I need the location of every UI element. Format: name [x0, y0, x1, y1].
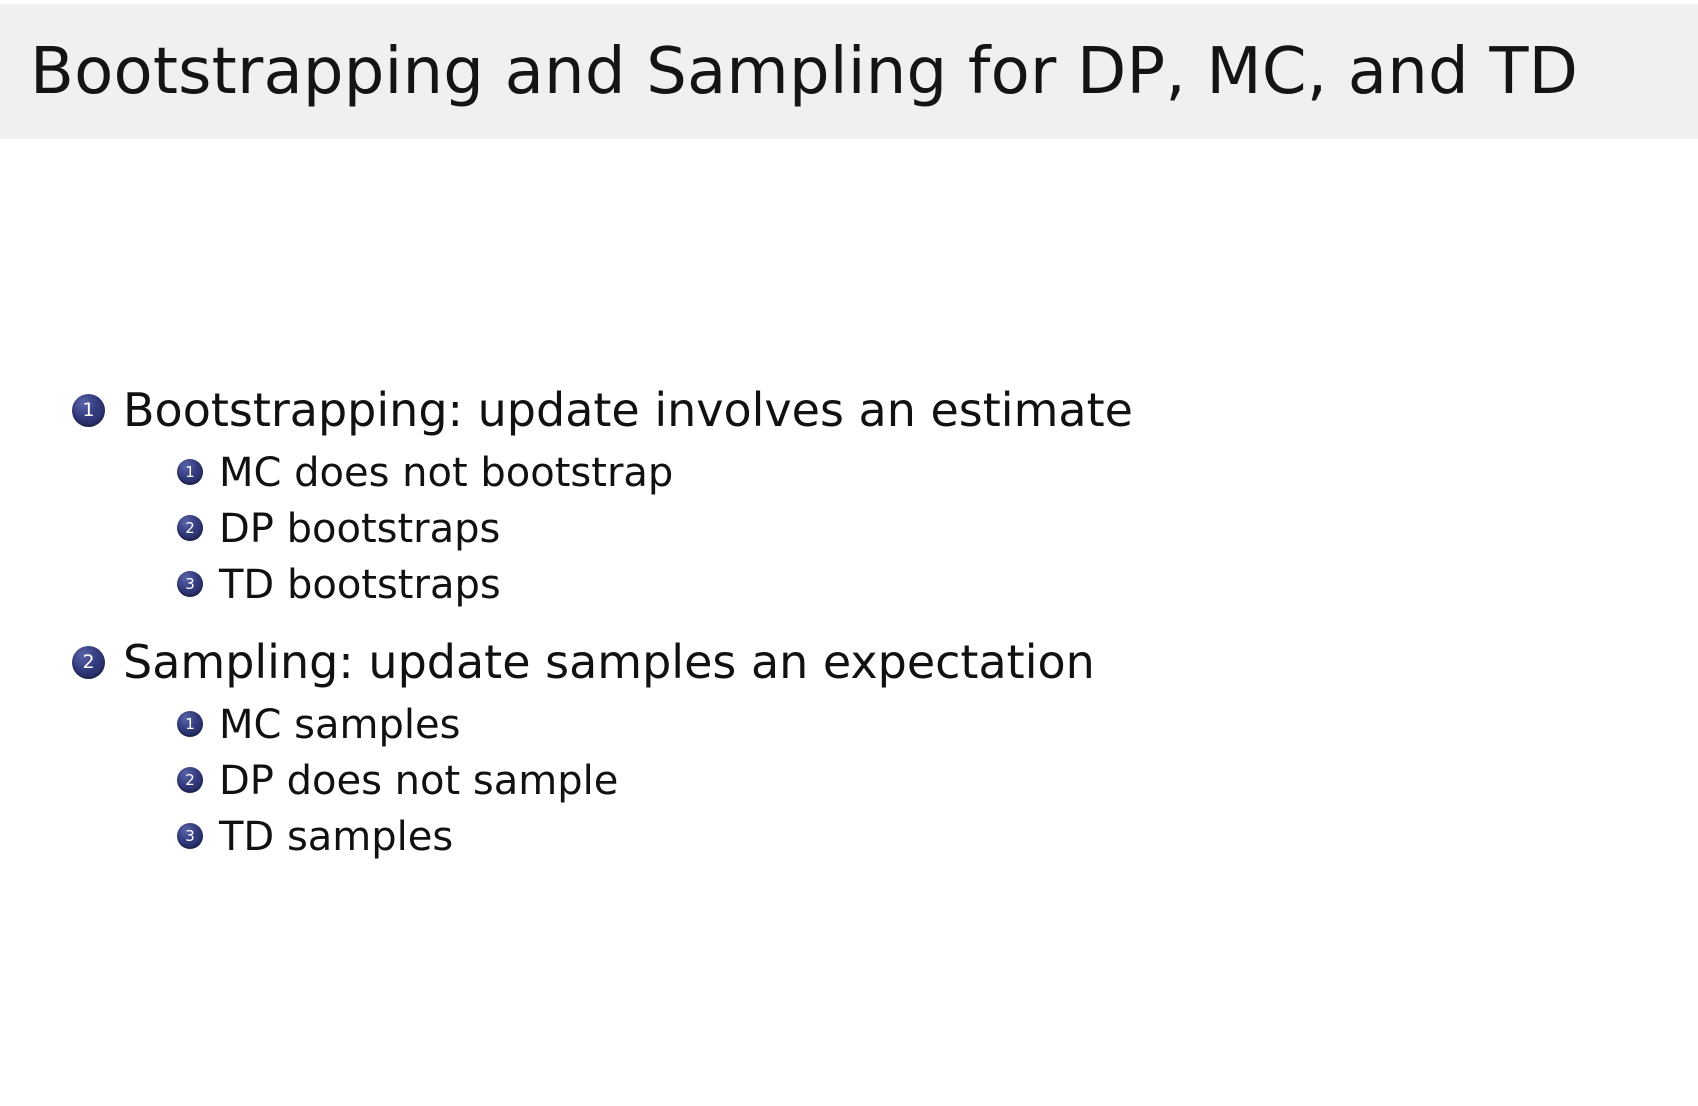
list-item [177, 559, 1572, 611]
page-title: Bootstrapping and Sampling for DP, MC, and TD [30, 34, 1579, 109]
list-item [177, 699, 1572, 751]
slide-body [0, 139, 1698, 1106]
enumerated-list [72, 379, 1572, 869]
list-item-label: MC samples [219, 702, 461, 748]
list-number-badge: 1 [177, 711, 203, 737]
list-item [72, 631, 1572, 867]
list-item-label: Sampling: update samples an expectation [123, 635, 1095, 689]
list-item-label: Bootstrapping: update involves an estimate [123, 383, 1133, 437]
nested-list [177, 699, 1572, 863]
list-item-content [123, 379, 1572, 615]
list-number-badge: 2 [177, 767, 203, 793]
list-number-badge: 2 [177, 515, 203, 541]
list-item-label: DP does not sample [219, 758, 619, 804]
list-item [177, 811, 1572, 863]
list-number-badge: 3 [177, 571, 203, 597]
list-item [72, 379, 1572, 615]
list-item-content [123, 631, 1572, 867]
list-group-spacer [72, 617, 1572, 631]
list-number-badge: 3 [177, 823, 203, 849]
list-number-badge: 2 [72, 646, 105, 679]
list-item-label: MC does not bootstrap [219, 450, 674, 496]
list-item [177, 755, 1572, 807]
list-item [177, 503, 1572, 555]
slide-title-bar [0, 4, 1698, 139]
list-item-label: TD samples [219, 814, 454, 860]
list-item-label: TD bootstraps [219, 562, 501, 608]
nested-list [177, 447, 1572, 611]
list-number-badge: 1 [72, 394, 105, 427]
list-item-label: DP bootstraps [219, 506, 501, 552]
list-number-badge: 1 [177, 459, 203, 485]
list-item [177, 447, 1572, 499]
